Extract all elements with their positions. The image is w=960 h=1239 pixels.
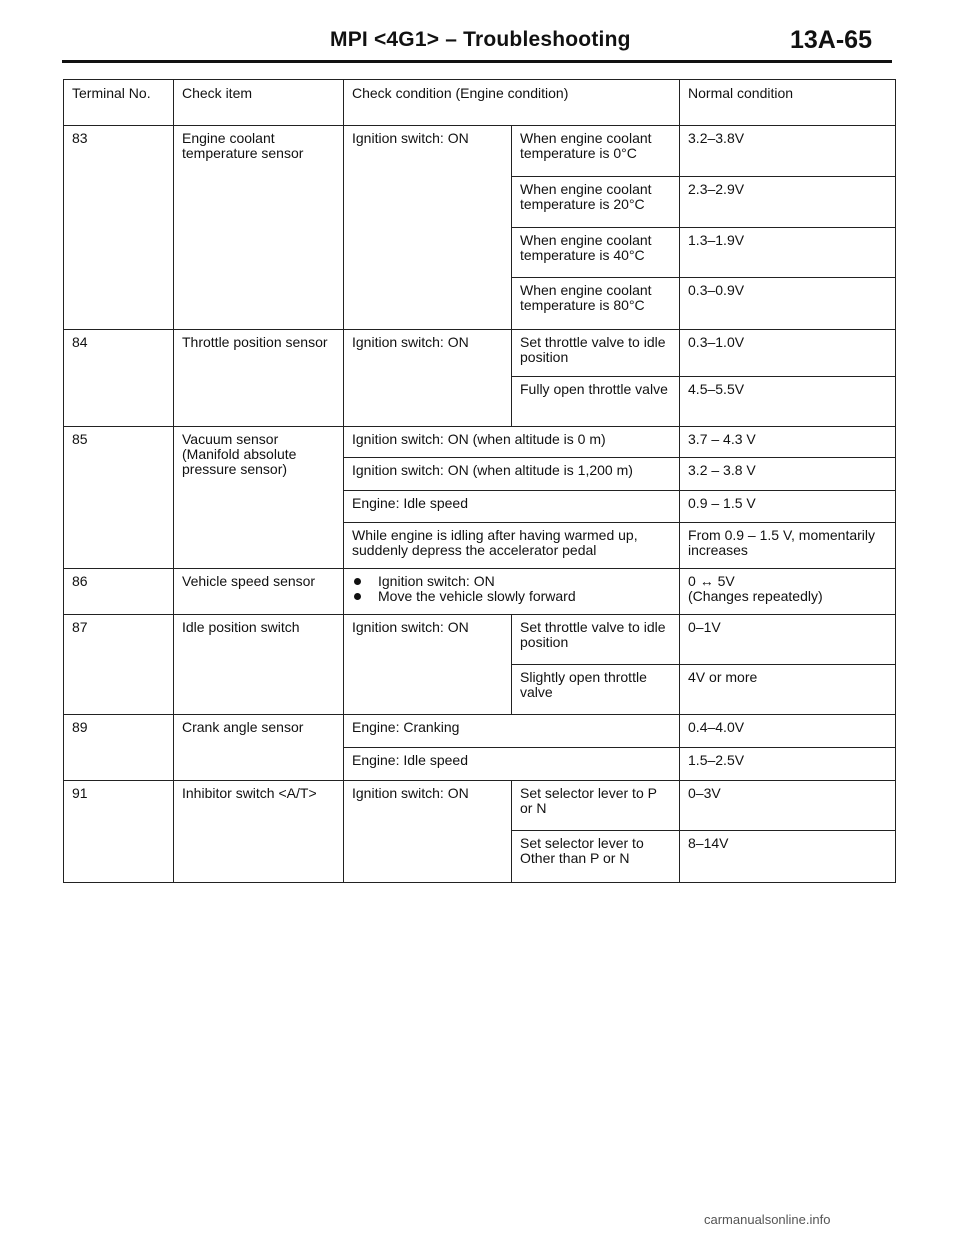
normal-cell: 3.2 – 3.8 V [680,458,896,491]
condition-cell: Ignition switch: ON (when altitude is 1,200 m) [344,458,680,491]
check-item-cell: Idle position switch [174,615,344,715]
table-row [64,715,896,748]
table-row [64,615,896,665]
footer-watermark: carmanualsonline.info [704,1212,831,1227]
sub-condition-cell: When engine coolant temperature is 20°C [512,177,680,228]
condition-cell: Ignition switch: ON [344,615,512,715]
normal-cell: 4.5–5.5V [680,377,896,427]
header-rule [62,60,892,63]
sub-condition-cell: When engine coolant temperature is 80°C [512,278,680,330]
normal-cell: 3.2–3.8V [680,126,896,177]
sub-condition-cell: Set selector lever to Other than P or N [512,831,680,883]
table-row [64,427,896,458]
normal-cell: 0.9 – 1.5 V [680,491,896,523]
condition-cell: Engine: Idle speed [344,748,680,781]
check-item-cell: Vacuum sensor (Manifold absolute pressure sensor) [174,427,344,569]
sub-condition-cell: Slightly open throttle valve [512,665,680,715]
condition-cell: Ignition switch: ON (when altitude is 0 m) [344,427,680,458]
sub-condition-cell: When engine coolant temperature is 40°C [512,228,680,278]
table-header-row [64,80,896,126]
check-item-cell: Crank angle sensor [174,715,344,781]
normal-cell: 0–3V [680,781,896,831]
terminal-cell: 84 [64,330,174,427]
normal-cell: 0 ↔ 5V (Changes repeatedly) [680,569,896,615]
page-number: 13A-65 [790,26,872,54]
table-row [64,569,896,615]
condition-cell: Ignition switch: ON [344,126,512,330]
condition-cell: Engine: Idle speed [344,491,680,523]
terminal-check-table [63,79,896,883]
normal-cell: 4V or more [680,665,896,715]
check-item-cell: Engine coolant temperature sensor [174,126,344,330]
bullet-item: Move the vehicle slowly forward [352,589,671,604]
normal-cell: 0.3–1.0V [680,330,896,377]
terminal-cell: 83 [64,126,174,330]
page-title: MPI <4G1> – Troubleshooting [330,28,631,51]
normal-cell: From 0.9 – 1.5 V, momentarily increases [680,523,896,569]
normal-cell: 2.3–2.9V [680,177,896,228]
bullet-item: Ignition switch: ON [352,574,671,589]
sub-condition-cell: Set selector lever to P or N [512,781,680,831]
table-row [64,781,896,831]
normal-cell: 0–1V [680,615,896,665]
check-item-cell: Throttle position sensor [174,330,344,427]
normal-cell: 1.5–2.5V [680,748,896,781]
normal-cell: 8–14V [680,831,896,883]
table-row [64,330,896,377]
col-header-terminal: Terminal No. [64,80,174,126]
condition-cell: Engine: Cranking [344,715,680,748]
col-header-check-condition: Check condition (Engine condition) [344,80,680,126]
condition-cell [344,569,680,615]
normal-cell: 0.4–4.0V [680,715,896,748]
condition-cell: While engine is idling after having warmed up, suddenly depress the accelerator pedal [344,523,680,569]
terminal-cell: 87 [64,615,174,715]
table-row [64,126,896,177]
condition-cell: Ignition switch: ON [344,330,512,427]
sub-condition-cell: Set throttle valve to idle position [512,615,680,665]
sub-condition-cell: Fully open throttle valve [512,377,680,427]
condition-cell: Ignition switch: ON [344,781,512,883]
col-header-check-item: Check item [174,80,344,126]
normal-cell: 3.7 – 4.3 V [680,427,896,458]
terminal-cell: 91 [64,781,174,883]
normal-cell: 0.3–0.9V [680,278,896,330]
terminal-cell: 86 [64,569,174,615]
condition-bullet-list [352,574,671,604]
check-item-cell: Inhibitor switch <A/T> [174,781,344,883]
terminal-cell: 89 [64,715,174,781]
col-header-normal-condition: Normal condition [680,80,896,126]
sub-condition-cell: When engine coolant temperature is 0°C [512,126,680,177]
sub-condition-cell: Set throttle valve to idle position [512,330,680,377]
check-item-cell: Vehicle speed sensor [174,569,344,615]
terminal-cell: 85 [64,427,174,569]
normal-cell: 1.3–1.9V [680,228,896,278]
